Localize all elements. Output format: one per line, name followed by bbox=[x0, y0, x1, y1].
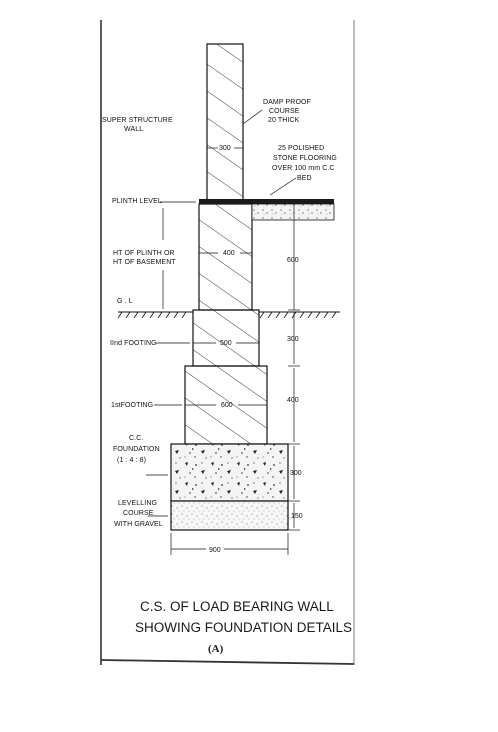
dpc-leader bbox=[243, 110, 262, 195]
dim-wall-width: 300 bbox=[219, 145, 231, 152]
flooring-label-1: 25 POLISHED bbox=[278, 145, 325, 152]
scan-bottom-edge bbox=[101, 660, 354, 664]
plinth-level-label: PLINTH LEVEL bbox=[112, 198, 162, 205]
cc-foundation-label-1: C.C. bbox=[129, 435, 144, 442]
super-structure-wall-label: SUPER STRUCTURE bbox=[102, 117, 173, 124]
dim-plinth-height: 600 bbox=[287, 257, 299, 264]
dim-plinth-wall-width: 400 bbox=[223, 250, 235, 257]
superstructure-wall bbox=[207, 44, 243, 201]
second-footing bbox=[193, 310, 259, 366]
cc-foundation-label-2: FOUNDATION bbox=[113, 446, 160, 453]
ground-level-label: G . L bbox=[117, 298, 133, 305]
flooring-label-4: BED bbox=[297, 175, 312, 182]
super-structure-wall-label-2: WALL bbox=[124, 126, 144, 133]
flooring-leader bbox=[270, 178, 296, 195]
dpc-label-1: DAMP PROOF bbox=[263, 99, 311, 106]
dim-foundation-height: 300 bbox=[290, 470, 302, 477]
dim-second-footing-height: 300 bbox=[287, 336, 299, 343]
second-footing-label: IInd FOOTING bbox=[110, 340, 157, 347]
caption-line-1: C.S. OF LOAD BEARING WALL bbox=[140, 599, 334, 614]
cc-foundation-label-3: (1 : 4 : 8) bbox=[117, 457, 147, 464]
dim-second-footing-width: 500 bbox=[220, 340, 232, 347]
levelling-course-label-3: WITH GRAVEL bbox=[114, 521, 163, 528]
dpc-label-2: COURSE bbox=[269, 108, 300, 115]
dpc-label-3: 20 THICK bbox=[268, 117, 300, 124]
wall-stack bbox=[185, 44, 267, 444]
damp-proof-course bbox=[199, 199, 334, 204]
dim-first-footing-height: 400 bbox=[287, 397, 299, 404]
vertical-dimension-lines bbox=[288, 204, 300, 530]
dim-first-footing-width: 600 bbox=[221, 402, 233, 409]
first-footing-label: 1stFOOTING bbox=[111, 402, 154, 409]
ht-of-basement-label: HT OF BASEMENT bbox=[113, 259, 176, 266]
dim-foundation-width: 900 bbox=[209, 547, 221, 554]
caption-line-2: SHOWING FOUNDATION DETAILS bbox=[135, 620, 353, 635]
cc-foundation-block bbox=[171, 444, 288, 501]
caption-line-3: (A) bbox=[208, 643, 224, 655]
levelling-course-block bbox=[171, 501, 288, 530]
flooring-label-3: OVER 100 mm C.C bbox=[272, 165, 335, 172]
dim-levelling-height: 150 bbox=[291, 513, 303, 520]
levelling-course-label-1: LEVELLING bbox=[118, 500, 158, 507]
flooring-label-2: STONE FLOORING bbox=[273, 155, 337, 162]
ht-of-plinth-label: HT OF PLINTH OR bbox=[113, 250, 175, 257]
stone-flooring-bed bbox=[252, 204, 334, 220]
plinth-wall bbox=[199, 204, 252, 310]
levelling-course-label-2: COURSE bbox=[123, 510, 154, 517]
